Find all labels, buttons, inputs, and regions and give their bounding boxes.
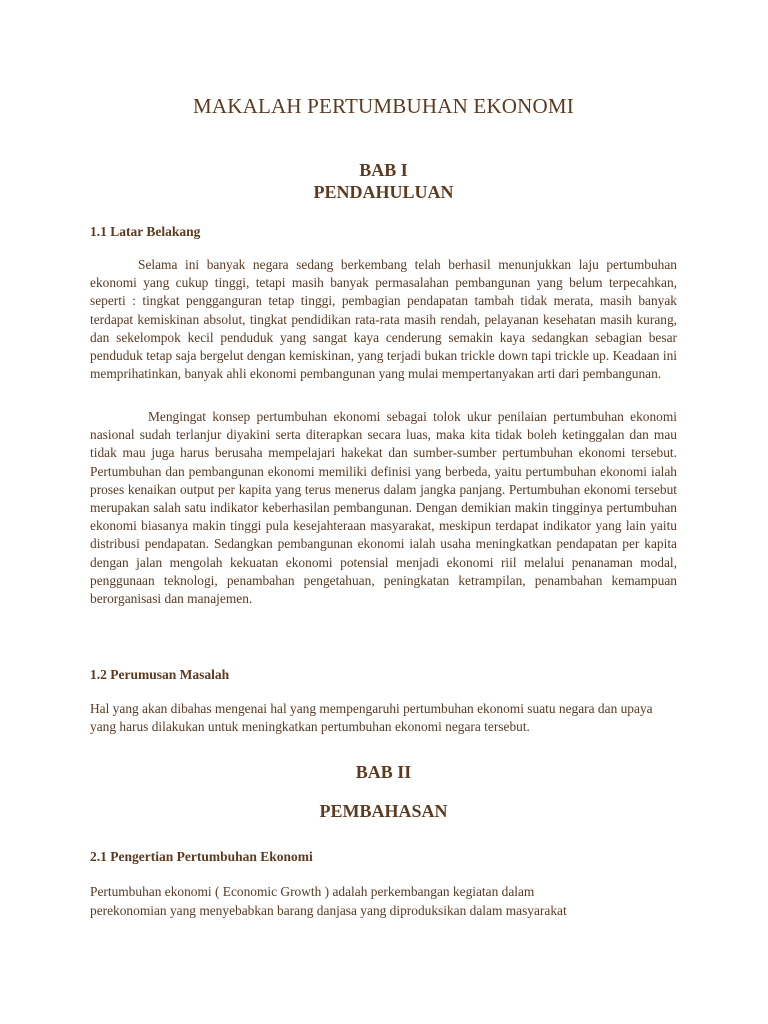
section-2-1-heading: 2.1 Pengertian Pertumbuhan Ekonomi <box>90 849 313 864</box>
section-1-1-paragraph-2: Mengingat konsep pertumbuhan ekonomi sebagai tolok ukur penilaian pertumbuhan ekonomi nasional sudah terlanjur diyakini serta diterapkan secara luas, maka kita tidak boleh ketinggalan dan mau tidak mau juga harus berusaha mempelajari hakekat dan sumber-sumber pertumbuhan ekonomi tersebut. Pertumbuhan dan pembangunan ekonomi memiliki definisi yang berbeda, yaitu pertumbuhan ekonomi ialah proses kenaikan output per kapita yang terus menerus dalam jangka panjang. Pertumbuhan ekonomi tersebut merupakan salah satu indikator keberhasilan pembangunan. Dengan demikian makin tingginya pertumbuhan ekonomi biasanya makin tinggi pula kesejahteraan masyarakat, meskipun terdapat indikator yang lain yaitu distribusi pendapatan. Sedangkan pembangunan ekonomi ialah usaha meningkatkan pendapatan per kapita dengan jalan mengolah kekuatan ekonomi potensial menjadi ekonomi riil melalui penanaman modal, penggunaan teknologi, penambahan pengetahuan, peningkatan ketrampilan, penambahan kemampuan berorganisasi dan manajemen. <box>90 409 677 607</box>
chapter-2-number: BAB II <box>355 762 412 782</box>
document-page <box>90 0 677 1024</box>
section-1-1-heading: 1.1 Latar Belakang <box>90 224 201 239</box>
chapter-1-number: BAB I <box>359 160 408 180</box>
chapter-1-title: PENDAHULUAN <box>313 182 454 202</box>
section-1-2-paragraph: Hal yang akan dibahas mengenai hal yang mempengaruhi pertumbuhan ekonomi suatu negara dan upaya yang harus dilakukan untuk meningkatkan pertumbuhan ekonomi negara tersebut. <box>90 701 653 735</box>
document-title: MAKALAH PERTUMBUHAN EKONOMI <box>193 94 574 118</box>
section-2-1-line-2: perekonomian yang menyebabkan barang danjasa yang diproduksikan dalam masyarakat <box>90 903 567 918</box>
section-1-1-paragraph-1: Selama ini banyak negara sedang berkembang telah berhasil menunjukkan laju pertumbuhan ekonomi yang cukup tinggi, tetapi masih banyak permasalahan pembangunan yang belum terpecahkan, seperti : tingkat pengganguran tetap tinggi, pembagian pendapatan tambah tidak merata, masih banyak terdapat kemiskinan absolut, tingkat pendidikan rata-rata masih rendah, pelayanan kesehatan masih kurang, dan sekelompok kecil penduduk yang sangat kaya cenderung semakin kaya sedangkan sebagian besar penduduk tetap saja bergelut dengan kemiskinan, yang terjadi bukan trickle down tapi trickle up. Keadaan ini memprihatinkan, banyak ahli ekonomi pembangunan yang mulai mempertanyakan arti dari pembangunan. <box>90 257 677 382</box>
chapter-2-title: PEMBAHASAN <box>319 801 448 821</box>
section-1-2-heading: 1.2 Perumusan Masalah <box>90 667 230 682</box>
section-2-1-line-1: Pertumbuhan ekonomi ( Economic Growth ) adalah perkembangan kegiatan dalam <box>90 884 535 899</box>
